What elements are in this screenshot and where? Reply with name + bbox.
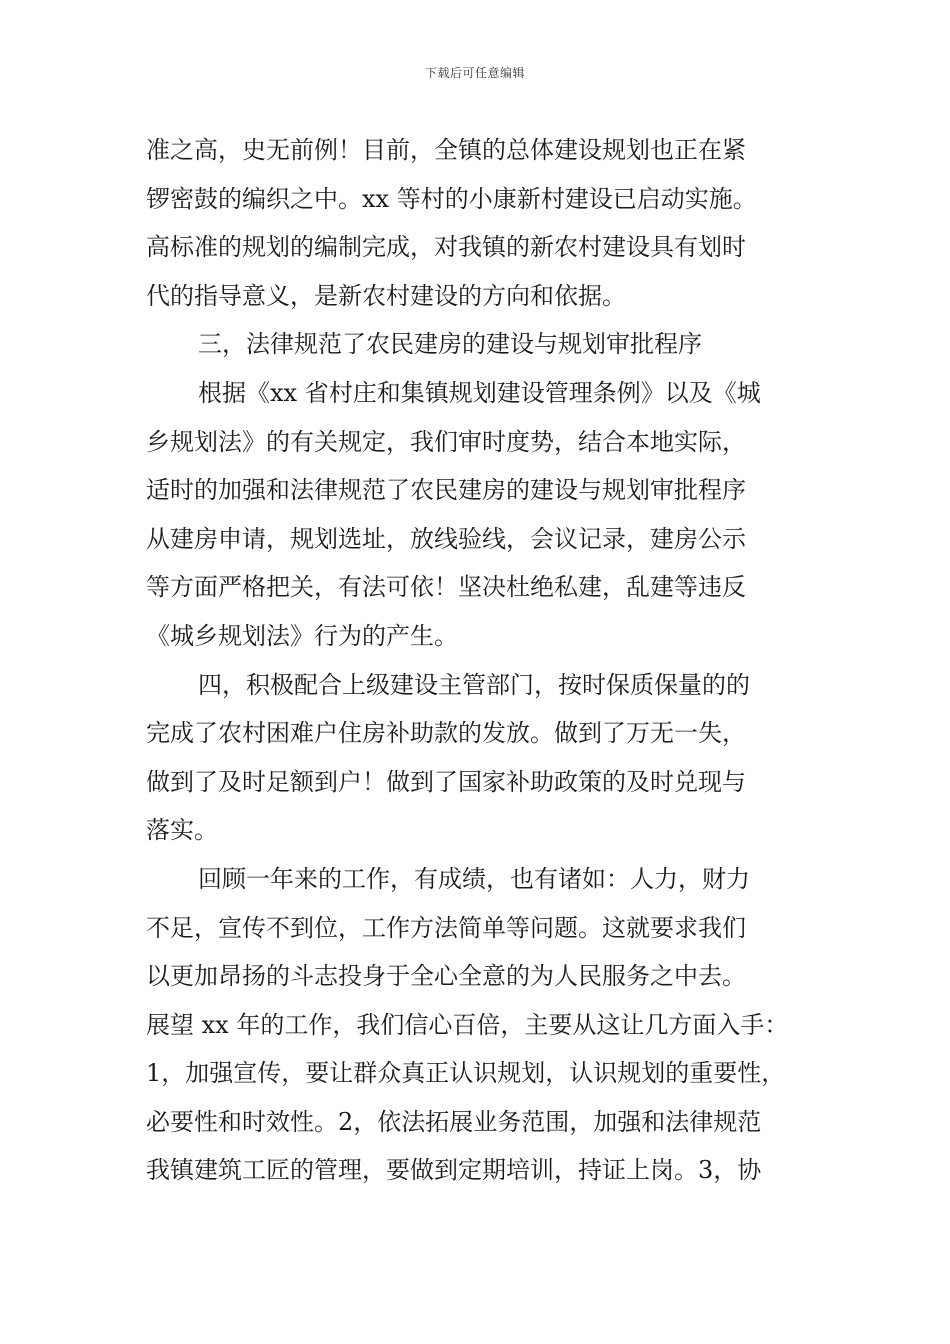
text-line: 展望 xx 年的工作，我们信心百倍，主要从这让几方面入手：	[146, 1010, 789, 1039]
text-line: 我镇建筑工匠的管理，要做到定期培训，持证上岗。3，协	[146, 1156, 762, 1185]
section-heading-4: 四，积极配合上级建设主管部门，按时保质保量的的	[198, 670, 750, 699]
text-line: 根据《xx 省村庄和集镇规划建设管理条例》以及《城	[198, 378, 761, 407]
text-line: 准之高，史无前例！目前，全镇的总体建设规划也正在紧	[146, 136, 746, 164]
document-body	[146, 126, 826, 1195]
text-line: 《城乡规划法》行为的产生。	[146, 621, 458, 650]
text-line: 不足，宣传不到位，工作方法简单等问题。这就要求我们	[146, 913, 746, 942]
text-line: 1，加强宣传，要让群众真正认识规划，认识规划的重要性，	[146, 1059, 786, 1088]
text-line: 以更加昂扬的斗志投身于全心全意的为人民服务之中去。	[146, 962, 746, 991]
page-header: 下载后可任意编辑	[424, 66, 525, 80]
text-line: 落实。	[146, 816, 218, 845]
text-line: 适时的加强和法律规范了农民建房的建设与规划审批程序	[146, 476, 746, 505]
text-line: 从建房申请，规划选址，放线验线，会议记录，建房公示	[146, 524, 746, 553]
text-line: 必要性和时效性。2，依法拓展业务范围，加强和法律规范	[146, 1107, 762, 1136]
text-line: 完成了农村困难户住房补助款的发放。做到了万无一失，	[146, 719, 746, 748]
text-line: 等方面严格把关，有法可依！坚决杜绝私建，乱建等违反	[146, 573, 746, 602]
section-heading-3: 三，法律规范了农民建房的建设与规划审批程序	[198, 330, 702, 359]
text-line: 回顾一年来的工作，有成绩，也有诸如：人力，财力	[198, 864, 750, 893]
text-line: 做到了及时足额到户！做到了国家补助政策的及时兑现与	[146, 767, 746, 796]
text-line: 锣密鼓的编织之中。xx 等村的小康新村建设已启动实施。	[146, 184, 757, 213]
text-line: 乡规划法》的有关规定，我们审时度势，结合本地实际，	[146, 427, 746, 456]
text-line: 代的指导意义，是新农村建设的方向和依据。	[146, 281, 626, 310]
text-line: 高标准的规划的编制完成，对我镇的新农村建设具有划时	[146, 233, 746, 262]
